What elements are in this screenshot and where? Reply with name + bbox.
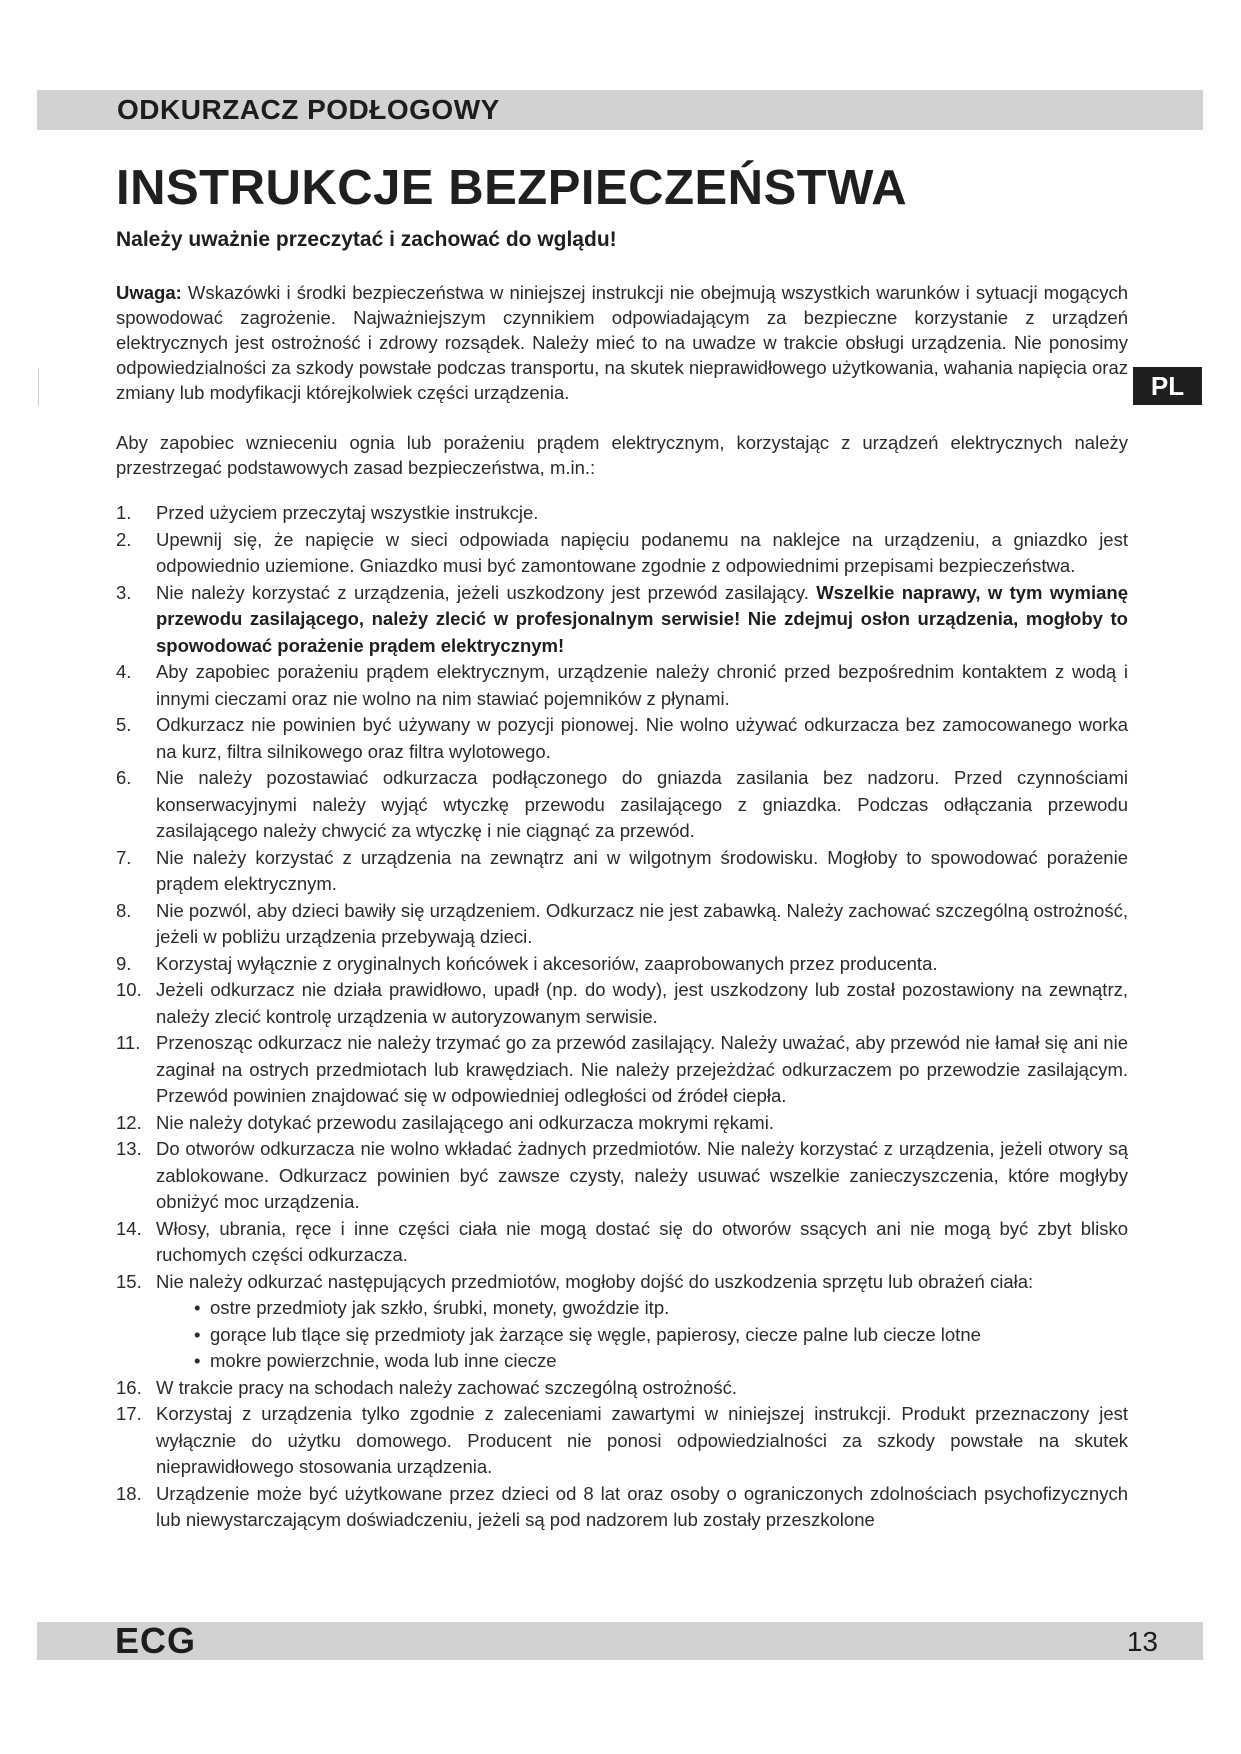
bullet-text: gorące lub tlące się przedmioty jak żarzące się węgle, papierosy, ciecze palne lub ciecze lotne [210,1323,981,1345]
list-item-text: Nie należy odkurzać następujących przedmiotów, mogłoby dojść do uszkodzenia sprzętu lub obrażeń ciała: [156,1270,1034,1292]
list-item [116,712,1128,765]
safety-instructions-list [116,500,1128,1534]
prevention-paragraph: Aby zapobiec wznieceniu ognia lub porażeniu prądem elektrycznym, korzystając z urządzeń elektrycznych należy przestrzegać podstawowych zasad bezpieczeństwa, m.in.: [116,432,1128,478]
page-number: 13 [1126,1626,1158,1657]
list-item-text: Nie należy korzystać z urządzenia, jeżeli uszkodzony jest przewód zasilający. [156,581,817,603]
bullet-item [194,1322,1128,1349]
bullet-text: mokre powierzchnie, woda lub inne ciecze [210,1350,557,1371]
list-item [116,1030,1128,1110]
list-item-number: 18. [116,1482,142,1504]
list-item-text: Przed użyciem przeczytaj wszystkie instrukcje. [156,502,539,523]
bullet-dot-icon: • [194,1323,201,1345]
bullet-item [194,1295,1128,1322]
list-item-text: W trakcie pracy na schodach należy zachować szczególną ostrożność. [156,1376,737,1398]
list-item [116,898,1128,951]
list-item-text: Upewnij się, że napięcie w sieci odpowiada napięciu podanemu na naklejce na urządzeniu, a gniazdko jest odpowiednio uziemione. Gniazdko musi być zamontowane zgodnie z odpowiednimi przepisami bezpieczeństwa. [156,528,1128,576]
list-item-number: 7. [116,846,132,868]
list-item-number: 5. [116,714,132,735]
header-title: ODKURZACZ PODŁOGOWY [117,94,500,125]
list-item-number: 1. [116,502,132,523]
intro-text: Wskazówki i środki bezpieczeństwa w niniejszej instrukcji nie obejmują wszystkich warunków i sytuacji mogących spowodować zagrożenie. Najważniejszym czynnikiem odpowiadającym za bezpieczne korzystanie z urządzeń elektrycznych jest ostrożność i zdrowy rozsądek. Należy mieć to na uwadze w trakcie obsługi urządzenia. Nie ponosimy odpowiedzialności za szkody powstałe podczas transportu, na skutek nieprawidłowego użytkowania, wahania napięcia oraz zmiany lub modyfikacji którejkolwiek części urządzenia. [116,282,1128,403]
list-item-number: 13. [116,1138,142,1159]
list-item [116,1136,1128,1216]
list-item [116,1110,1128,1137]
list-item-number: 16. [116,1376,142,1398]
page-title: INSTRUKCJE BEZPIECZEŃSTWA [116,161,908,215]
list-item-text: Urządzenie może być użytkowane przez dzieci od 8 lat oraz osoby o ograniczonych zdolnościach psychofizycznych lub niewystarczającym doświadczeniu, jeżeli są pod nadzorem lub zostały przeszkolone [156,1482,1128,1530]
footer-bar [37,1622,1203,1660]
list-item [116,1375,1128,1402]
list-item [116,500,1128,527]
list-item-number: 8. [116,899,132,921]
list-item [116,527,1128,580]
bullet-item [194,1348,1128,1375]
list-item-text: Korzystaj z urządzenia tylko zgodnie z zaleceniami zawartymi w niniejszej instrukcji. Produkt przeznaczony jest wyłącznie do użytku domowego. Producent nie ponosi odpowiedzialności za szkody powstałe na skutek nieprawidłowego stosowania urządzenia. [156,1403,1128,1477]
list-item [116,765,1128,845]
side-divider [38,368,39,406]
bullet-dot-icon: • [194,1350,201,1371]
list-item-number: 3. [116,581,132,603]
intro-paragraph [116,280,1128,405]
list-item-number: 15. [116,1270,142,1292]
list-item [116,1401,1128,1481]
list-item-text: Nie należy korzystać z urządzenia na zewnątrz ani w wilgotnym środowisku. Mogłoby to spowodować porażenie prądem elektrycznym. [156,846,1128,894]
intro-section [116,280,1128,405]
list-item-number: 11. [116,1032,141,1053]
list-item-text: Nie należy dotykać przewodu zasilającego ani odkurzacza mokrymi rękami. [156,1111,774,1133]
list-item [116,1481,1128,1534]
language-badge: PL [1133,367,1202,405]
list-item-text: Przenosząc odkurzacz nie należy trzymać go za przewód zasilający. Należy uważać, aby przewód nie łamał się ani nie zaginał na ostrych przedmiotach lub krawędziach. Nie należy przejeżdżać odkurzaczem po przewodzie zasilającym. Przewód powinien znajdować się w odpowiedniej odległości od źródeł ciepła. [156,1032,1128,1106]
intro-label: Uwaga: [116,282,182,303]
list-item-number: 4. [116,661,132,682]
list-item-number: 14. [116,1217,142,1239]
list-item-text: Nie należy pozostawiać odkurzacza podłączonego do gniazda zasilania bez nadzoru. Przed czynnościami konserwacyjnymi należy wyjąć wtyczkę przewodu zasilającego z gniazdka. Podczas odłączania przewodu zasilającego należy chwycić za wtyczkę i nie ciągnąć za przewód. [156,767,1128,841]
list-item-number: 12. [116,1111,142,1133]
list-item [116,951,1128,978]
list-item-text: Włosy, ubrania, ręce i inne części ciała nie mogą dostać się do otworów ssących ani nie mogą być zbyt blisko ruchomych części odkurzacza. [156,1217,1128,1265]
list-item-text: Do otworów odkurzacza nie wolno wkładać żadnych przedmiotów. Nie należy korzystać z urządzenia, jeżeli otwory są zablokowane. Odkurzacz powinien być zawsze czysty, należy usuwać wszelkie zanieczyszczenia, które mogłyby obniżyć moc urządzenia. [156,1138,1128,1212]
list-item [116,1269,1128,1375]
list-item-text: Korzystaj wyłącznie z oryginalnych końcówek i akcesoriów, zaaprobowanych przez producenta. [156,952,938,974]
bullet-dot-icon: • [194,1297,201,1318]
prevention-section [116,430,1128,480]
list-item-number: 10. [116,979,142,1000]
list-item [116,1216,1128,1269]
sub-bullet-list [156,1295,1128,1375]
subtitle: Należy uważnie przeczytać i zachować do wglądu! [116,228,617,251]
list-item-text: Aby zapobiec porażeniu prądem elektrycznym, urządzenie należy chronić przed bezpośrednim kontaktem z wodą i innymi cieczami oraz nie wolno na nim stawiać pojemników z płynami. [156,661,1128,709]
list-item-text: Jeżeli odkurzacz nie działa prawidłowo, upadł (np. do wody), jest uszkodzony lub został pozostawiony na zewnątrz, należy zlecić kontrolę urządzenia w autoryzowanym serwisie. [156,979,1128,1027]
list-item-number: 6. [116,767,132,788]
list-item [116,845,1128,898]
list-item-text: Nie pozwól, aby dzieci bawiły się urządzeniem. Odkurzacz nie jest zabawką. Należy zachować szczególną ostrożność, jeżeli w pobliżu urządzenia przebywają dzieci. [156,899,1128,947]
list-item-number: 9. [116,952,132,974]
header-bar [37,90,1203,130]
list-item [116,580,1128,660]
brand-logo: ECG [115,1620,197,1661]
list-item [116,659,1128,712]
list-item-warning: Wszelkie naprawy, w tym wymianę przewodu zasilającego, należy zlecić w profesjonalnym serwisie! Nie zdejmuj osłon urządzenia, mogłoby to spowodować porażenie prądem elektrycznym! [156,581,1128,656]
list-item-number: 2. [116,528,132,550]
list-item-number: 17. [116,1403,142,1424]
bullet-text: ostre przedmioty jak szkło, śrubki, monety, gwoździe itp. [210,1297,670,1318]
list-item-text: Odkurzacz nie powinien być używany w pozycji pionowej. Nie wolno używać odkurzacza bez zamocowanego worka na kurz, filtra silnikowego oraz filtra wylotowego. [156,714,1128,762]
list-item [116,977,1128,1030]
